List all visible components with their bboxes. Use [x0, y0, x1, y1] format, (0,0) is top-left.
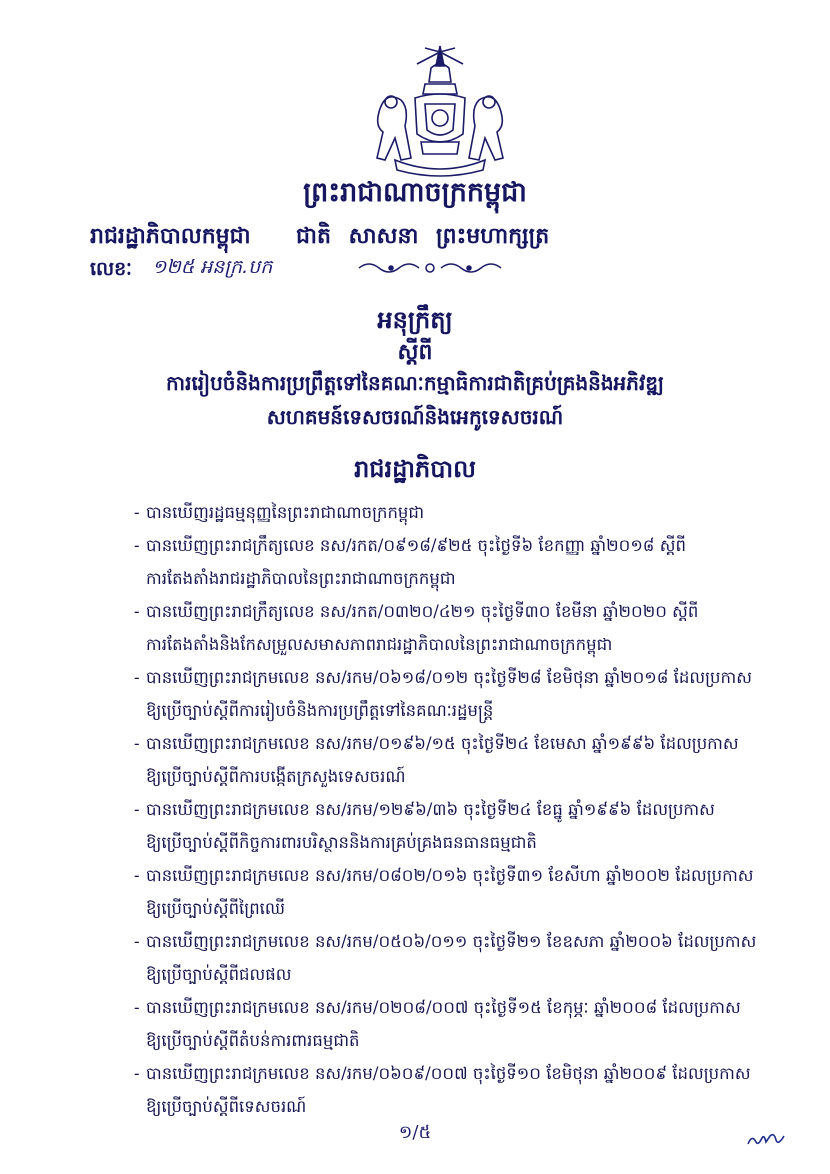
bullet-dash: - — [134, 998, 140, 1017]
national-motto: ជាតិ សាសនា ព្រះមហាក្សត្រ — [296, 223, 550, 249]
consideration-line: បានឃើញព្រះរាជក្រមលេខ នស/រកម/០៦០៩/០០៧ ចុះថ្ងៃទី១០ ខែមិថុនា ឆ្នាំ២០០៩ ដែលប្រកាស — [146, 1064, 751, 1083]
consideration-line: ការតែងតាំងនិងកែសម្រួលសមាសភាពរាជរដ្ឋាភិបាលនៃព្រះរាជាណាចក្រកម្ពុជា — [146, 635, 613, 654]
considerations-list — [134, 496, 794, 1123]
reference-number: ១២៥ អនក្រ.បក — [152, 256, 273, 278]
consideration-line: ការតែងតាំងរាជរដ្ឋាភិបាលនៃព្រះរាជាណាចក្រកម្ពុជា — [146, 569, 456, 588]
kingdom-heading: ព្រះរាជាណាចក្រកម្ពុជា — [303, 177, 527, 208]
document-type: អនុក្រឹត្យ — [377, 305, 453, 334]
consideration-line: ឱ្យប្រើច្បាប់ស្តីពីការរៀបចំនិងការប្រព្រឹត្តទៅនៃគណៈរដ្ឋមន្ត្រី — [146, 701, 494, 720]
about-label: ស្តីពី — [397, 339, 433, 365]
ornament-divider-icon — [355, 258, 505, 278]
royal-emblem-icon — [365, 42, 515, 182]
consideration-item — [134, 991, 794, 1057]
consideration-line: បានឃើញព្រះរាជក្រមលេខ នស/រកម/០២០៨/០០៧ ចុះថ្ងៃទី១៥ ខែកុម្ភៈ ឆ្នាំ២០០៨ ដែលប្រកាស — [146, 998, 741, 1017]
government-label: រាជរដ្ឋាភិបាលកម្ពុជា — [90, 223, 251, 249]
consideration-line: បានឃើញព្រះរាជក្រឹត្យលេខ នស/រកត/០៩១៨/៩២៥ ចុះថ្ងៃទី៦ ខែកញ្ញា ឆ្នាំ២០១៨ ស្តីពី — [146, 536, 686, 555]
consideration-line: ឱ្យប្រើច្បាប់ស្តីពីព្រៃឈើ — [146, 899, 286, 918]
document-title-line-1: ការរៀបចំនិងការប្រព្រឹត្តទៅនៃគណៈកម្មាធិការជាតិគ្រប់គ្រងនិងអភិវឌ្ឍ — [166, 371, 664, 395]
bullet-dash: - — [134, 503, 140, 522]
consideration-line: បានឃើញព្រះរាជក្រមលេខ នស/រកម/១២៩៦/៣៦ ចុះថ្ងៃទី២៤ ខែធ្នូ ឆ្នាំ១៩៩៦ ដែលប្រកាស — [146, 800, 715, 819]
bullet-dash: - — [134, 800, 140, 819]
consideration-item — [134, 925, 794, 991]
consideration-item — [134, 529, 794, 595]
bullet-dash: - — [134, 932, 140, 951]
consideration-line: បានឃើញរដ្ឋធម្មនុញ្ញនៃព្រះរាជាណាចក្រកម្ពុជា — [146, 503, 425, 522]
consideration-line: បានឃើញព្រះរាជក្រមលេខ នស/រកម/០៥០៦/០១១ ចុះថ្ងៃទី២១ ខែឧសភា ឆ្នាំ២០០៦ ដែលប្រកាស — [146, 932, 757, 951]
consideration-item — [134, 727, 794, 793]
consideration-line: ឱ្យប្រើច្បាប់ស្តីពីការបង្កើតក្រសួងទេសចរណ៍ — [146, 767, 406, 786]
consideration-line: បានឃើញព្រះរាជក្រមលេខ នស/រកម/០១៩៦/១៥ ចុះថ្ងៃទី២៤ ខែមេសា ឆ្នាំ១៩៩៦ ដែលប្រកាស — [146, 734, 739, 753]
bullet-dash: - — [134, 734, 140, 753]
consideration-line: ឱ្យប្រើច្បាប់ស្តីពីជលផល — [146, 965, 292, 984]
consideration-line: ឱ្យប្រើច្បាប់ស្តីពីកិច្ចការពារបរិស្ថាននិងការគ្រប់គ្រងធនធានធម្មជាតិ — [146, 833, 537, 852]
consideration-line: ឱ្យប្រើច្បាប់ស្តីពីតំបន់ការពារធម្មជាតិ — [146, 1031, 360, 1050]
consideration-item — [134, 661, 794, 727]
bullet-dash: - — [134, 866, 140, 885]
consideration-line: ឱ្យប្រើច្បាប់ស្តីពីទេសចរណ៍ — [146, 1097, 307, 1116]
bullet-dash: - — [134, 602, 140, 621]
page-number: ១/៥ — [398, 1122, 432, 1143]
consideration-line: បានឃើញព្រះរាជក្រមលេខ នស/រកម/០៦១៨/០១២ ចុះថ្ងៃទី២៨ ខែមិថុនា ឆ្នាំ២០១៨ ដែលប្រកាស — [146, 668, 752, 687]
handwritten-initials — [744, 1128, 788, 1152]
issuer-heading: រាជរដ្ឋាភិបាល — [354, 454, 476, 483]
bullet-dash: - — [134, 1064, 140, 1083]
consideration-line: បានឃើញព្រះរាជក្រឹត្យលេខ នស/រកត/០៣២០/៤២១ ចុះថ្ងៃទី៣០ ខែមីនា ឆ្នាំ២០២០ ស្តីពី — [146, 602, 699, 621]
document-title-line-2: សហគមន៍ទេសចរណ៍និងអេកូទេសចរណ៍ — [266, 405, 564, 429]
consideration-line: បានឃើញព្រះរាជក្រមលេខ នស/រកម/០៨០២/០១៦ ចុះថ្ងៃទី៣១ ខែសីហា ឆ្នាំ២០០២ ដែលប្រកាស — [146, 866, 754, 885]
consideration-item — [134, 859, 794, 925]
consideration-item — [134, 1057, 794, 1123]
consideration-item — [134, 595, 794, 661]
consideration-item — [134, 793, 794, 859]
bullet-dash: - — [134, 536, 140, 555]
reference-label: លេខៈ — [90, 258, 132, 280]
bullet-dash: - — [134, 668, 140, 687]
consideration-item — [134, 496, 794, 529]
